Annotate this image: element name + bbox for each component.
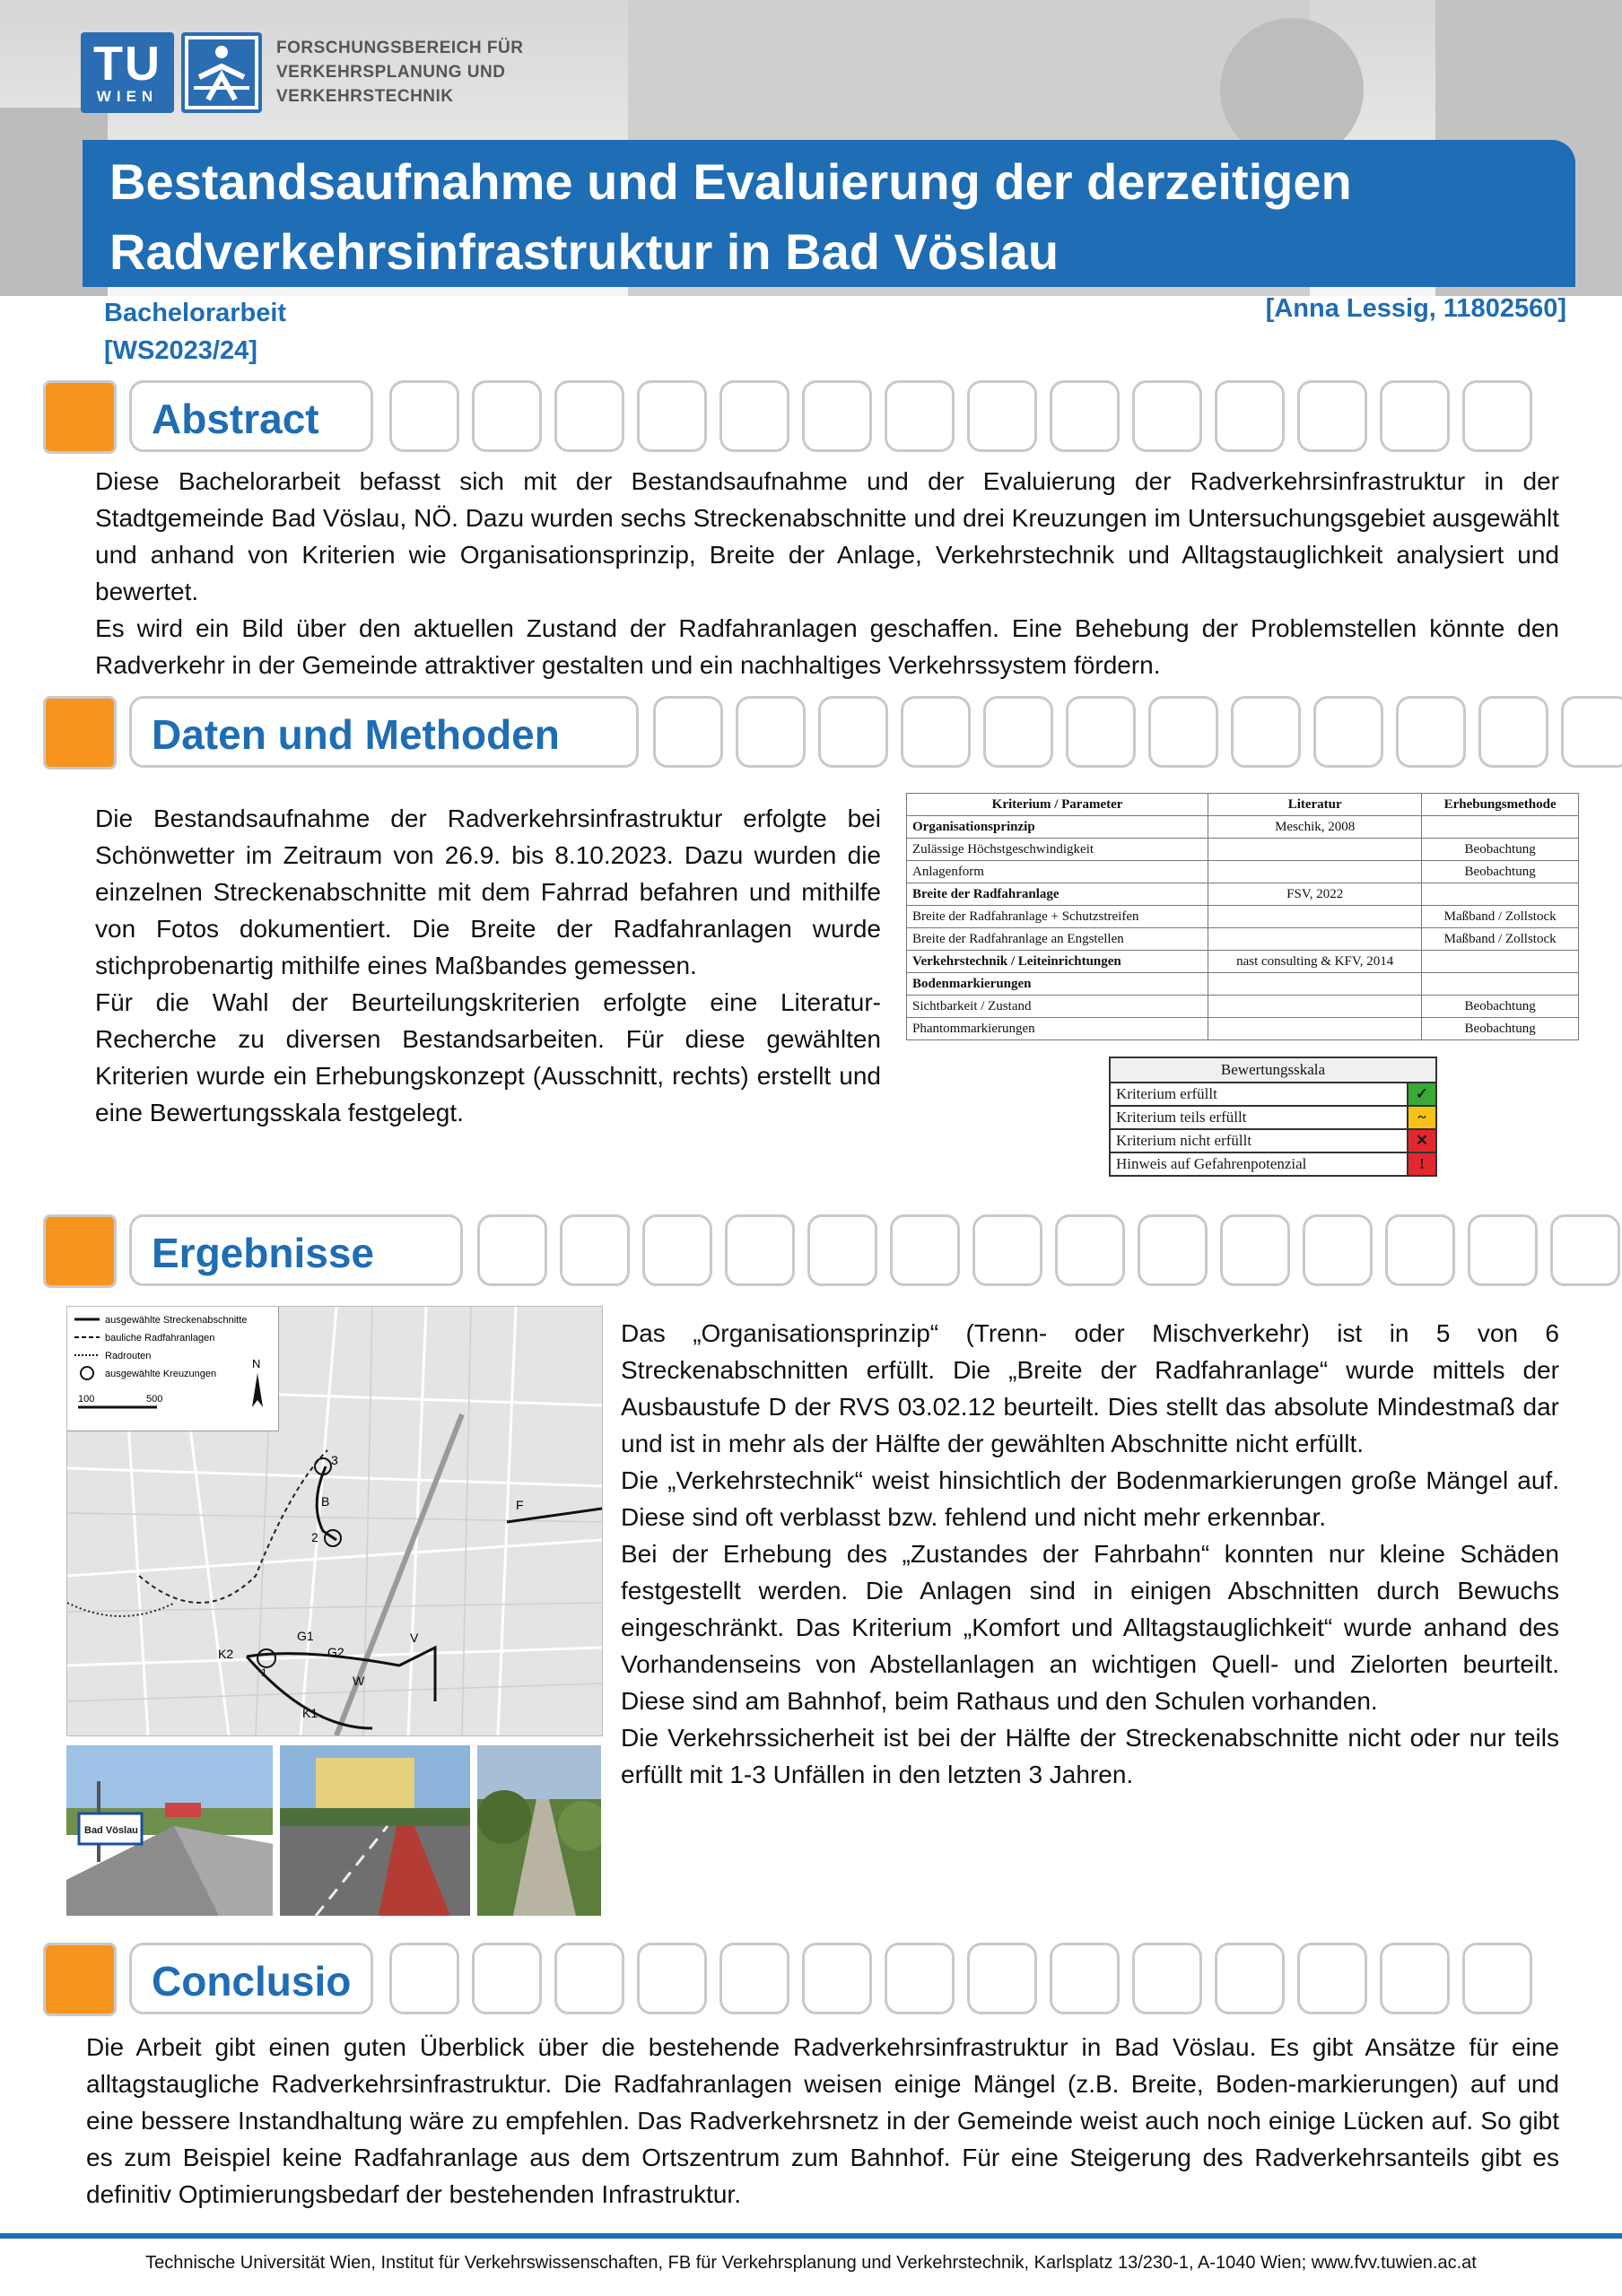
table-row bbox=[907, 839, 1579, 861]
table-cell: Breite der Radfahranlage + Schutzstreifen bbox=[907, 906, 1208, 928]
table-cell bbox=[1208, 839, 1422, 861]
scale-label: 100 bbox=[78, 1394, 95, 1405]
table-cell: Beobachtung bbox=[1422, 839, 1579, 861]
paragraph: Die Verkehrssicherheit ist bei der Hälfte der Streckenabschnitte nicht oder nur teils erfüllt mit 1-3 Unfällen in den letzten 3 Jahren. bbox=[621, 1724, 1559, 1788]
rating-symbol-icon: ! bbox=[1408, 1152, 1436, 1176]
methods-text bbox=[95, 800, 881, 1131]
title-line: Bestandsaufnahme und Evaluierung der derzeitigen bbox=[109, 153, 1352, 210]
research-unit-logo bbox=[181, 32, 262, 113]
rating-symbol-icon: ~ bbox=[1408, 1106, 1436, 1129]
map-label: W bbox=[353, 1674, 365, 1688]
table-cell: Verkehrstechnik / Leiteinrichtungen bbox=[907, 951, 1208, 973]
table-cell: Meschik, 2008 bbox=[1208, 816, 1422, 839]
abstract-text bbox=[95, 463, 1559, 683]
table-cell bbox=[1208, 1018, 1422, 1040]
rating-symbol-icon: ✓ bbox=[1408, 1083, 1436, 1106]
results-text bbox=[621, 1315, 1559, 1793]
table-cell bbox=[1208, 861, 1422, 883]
paragraph: Die Bestandsaufnahme der Radverkehrsinfrastruktur erfolgte bei Schönwetter im Zeitraum von 26.9. bis 8.10.2023. Dazu wurden die einzelnen Streckenabschnitte mit dem Fahrrad befahren und mithilfe von Fotos dokumentiert. Die Breite der Radfahranlagen wurde stichprobenartig mithilfe eines Maßbandes gemessen. bbox=[95, 804, 881, 979]
table-cell: nast consulting & KFV, 2014 bbox=[1208, 951, 1422, 973]
section-marker bbox=[43, 1943, 117, 2016]
semester: [WS2023/24] bbox=[104, 336, 257, 365]
map-legend bbox=[67, 1307, 279, 1431]
section-title-conclusion: Conclusio bbox=[129, 1943, 373, 2014]
photo-town-sign bbox=[66, 1745, 273, 1916]
table-cell bbox=[1422, 816, 1579, 839]
photo-overgrown-path bbox=[477, 1745, 601, 1916]
north-arrow-icon bbox=[252, 1373, 263, 1407]
title-line: Radverkehrsinfrastruktur in Bad Vöslau bbox=[109, 223, 1060, 280]
table-cell: Phantommarkierungen bbox=[907, 1018, 1208, 1040]
table-row bbox=[907, 1018, 1579, 1040]
map-label: K1 bbox=[302, 1706, 318, 1720]
legend-entry: Radrouten bbox=[105, 1351, 152, 1361]
section-decoration bbox=[389, 380, 1532, 452]
paragraph: Diese Bachelorarbeit befasst sich mit der Bestandsaufnahme und der Evaluierung der Radverkehrsinfrastruktur in der Stadtgemeinde Bad Vöslau, NÖ. Dazu wurden sechs Streckenabschnitte und drei Kreuzungen im Untersuchungsgebiet ausgewählt und anhand von Kriterien wie Organisationsprinzip, Breite der Anlage, Verkehrstechnik und Alltagstauglichkeit analysiert und bewertet. bbox=[95, 467, 1559, 605]
table-cell bbox=[1422, 951, 1579, 973]
rating-symbol-icon: ✕ bbox=[1408, 1129, 1436, 1152]
section-decoration bbox=[389, 1943, 1532, 2014]
scale-label: Kriterium erfüllt bbox=[1110, 1083, 1408, 1106]
scale-row bbox=[1110, 1083, 1436, 1106]
scale-row bbox=[1110, 1129, 1436, 1152]
section-title-methods: Daten und Methoden bbox=[129, 696, 639, 768]
scale-label: Hinweis auf Gefahrenpotenzial bbox=[1110, 1152, 1408, 1176]
section-decoration bbox=[477, 1214, 1622, 1286]
map-label: 2 bbox=[311, 1530, 318, 1544]
institute-line: VERKEHRSPLANUNG UND bbox=[276, 63, 506, 82]
institute-line: FORSCHUNGSBEREICH FÜR bbox=[276, 39, 524, 57]
table-row bbox=[907, 973, 1579, 996]
map-label: F bbox=[516, 1498, 524, 1512]
table-cell bbox=[1208, 973, 1422, 996]
institute-name bbox=[276, 36, 523, 109]
scale-row bbox=[1110, 1152, 1436, 1176]
photo-red-cycle-lane bbox=[280, 1745, 470, 1916]
table-cell: Anlagenform bbox=[907, 861, 1208, 883]
table-cell bbox=[1208, 928, 1422, 951]
table-row bbox=[907, 996, 1579, 1018]
paragraph: Das „Organisationsprinzip“ (Trenn- oder Mischverkehr) ist in 5 von 6 Streckenabschnitten erfüllt. Die „Breite der Radfahranlage“ wurde mittels der Ausbaustufe D der RVS 03.02.12 beurteilt. Dies stellt das absolute Mindestmaß dar und ist in mehr als der Hälfte der gewählten Abschnitte nicht erfüllt. bbox=[621, 1319, 1559, 1457]
scale-label: Kriterium teils erfüllt bbox=[1110, 1106, 1408, 1129]
section-title-abstract: Abstract bbox=[129, 380, 373, 452]
map-label: G2 bbox=[327, 1645, 344, 1659]
study-area-map bbox=[66, 1306, 603, 1736]
map-label: K2 bbox=[218, 1647, 234, 1661]
logo-tu-text: TU bbox=[93, 37, 161, 91]
logo-wien-text: WIEN bbox=[96, 88, 159, 105]
section-marker bbox=[43, 696, 117, 770]
scale-row bbox=[1110, 1106, 1436, 1129]
paragraph: Für die Wahl der Beurteilungskriterien erfolgte eine Literatur-Recherche zu diversen Bestandsarbeiten. Für diese gewählten Kriterien wurde ein Erhebungskonzept (Ausschnitt, rechts) erstellt und eine Bewertungsskala festgelegt. bbox=[95, 988, 881, 1126]
column-header: Erhebungsmethode bbox=[1422, 794, 1579, 816]
table-cell bbox=[1208, 906, 1422, 928]
scale-label: 500 bbox=[146, 1394, 163, 1405]
scale-label: Kriterium nicht erfüllt bbox=[1110, 1129, 1408, 1152]
legend-entry: ausgewählte Streckenabschnitte bbox=[105, 1315, 248, 1326]
table-cell: Beobachtung bbox=[1422, 1018, 1579, 1040]
table-cell: Beobachtung bbox=[1422, 996, 1579, 1018]
table-cell bbox=[1422, 973, 1579, 996]
north-arrow-label: N bbox=[252, 1357, 261, 1370]
footer-divider bbox=[0, 2233, 1622, 2239]
section-marker bbox=[43, 1214, 117, 1288]
footer-text: Technische Universität Wien, Institut für Verkehrswissenschaften, FB für Verkehrsplanung und Verkehrstechnik, Karlsplatz 13/230-1, A-1040 Wien; www.fvv.tuwien.ac.at bbox=[145, 2253, 1477, 2273]
rating-scale-table bbox=[1109, 1057, 1437, 1177]
table-cell: Bodenmarkierungen bbox=[907, 973, 1208, 996]
table-cell: Breite der Radfahranlage an Engstellen bbox=[907, 928, 1208, 951]
thesis-type: Bachelorarbeit bbox=[104, 299, 287, 327]
rating-scale-title: Bewertungsskala bbox=[1110, 1057, 1436, 1083]
table-row bbox=[907, 928, 1579, 951]
thesis-meta bbox=[104, 294, 286, 370]
table-cell bbox=[1208, 996, 1422, 1018]
town-sign-text: Bad Vöslau bbox=[84, 1825, 138, 1836]
table-cell bbox=[1422, 883, 1579, 906]
section-title-results: Ergebnisse bbox=[129, 1214, 463, 1286]
criteria-table bbox=[906, 793, 1579, 1040]
table-cell: Zulässige Höchstgeschwindigkeit bbox=[907, 839, 1208, 861]
table-cell: Maßband / Zollstock bbox=[1422, 906, 1579, 928]
paragraph: Es wird ein Bild über den aktuellen Zustand der Radfahranlagen geschaffen. Eine Behebung der Problemstellen könnte den Radverkehr in der Gemeinde attraktiver gestalten und ein nachhaltiges Verkehrssystem fördern. bbox=[95, 614, 1559, 679]
table-cell: Organisationsprinzip bbox=[907, 816, 1208, 839]
paragraph: Die „Verkehrstechnik“ weist hinsichtlich der Bodenmarkierungen große Mängel auf. Diese sind oft verblasst bzw. fehlend und nicht mehr erkennbar. bbox=[621, 1466, 1559, 1531]
table-cell: FSV, 2022 bbox=[1208, 883, 1422, 906]
column-header: Kriterium / Parameter bbox=[907, 794, 1208, 816]
page-title bbox=[109, 147, 1563, 287]
section-marker bbox=[43, 380, 117, 454]
section-decoration bbox=[653, 696, 1622, 768]
table-cell: Breite der Radfahranlage bbox=[907, 883, 1208, 906]
institute-line: VERKEHRSTECHNIK bbox=[276, 87, 454, 106]
table-cell: Maßband / Zollstock bbox=[1422, 928, 1579, 951]
map-label: B bbox=[321, 1494, 330, 1509]
map-label: 3 bbox=[331, 1453, 338, 1467]
paragraph: Die Arbeit gibt einen guten Überblick über die bestehende Radverkehrsinfrastruktur in Bad Vöslau. Es gibt Ansätze für eine alltagstaugliche Radverkehrsinfrastruktur. Die Radfahranlagen weisen einige Mängel (z.B. Breite, Boden-markierungen) auf und eine bessere Instandhaltung wäre zu empfehlen. Das Radverkehrsnetz in der Gemeinde weist auch noch einige Lücken auf. So gibt es zum Beispiel keine Radfahranlage aus dem Ortszentrum zum Bahnhof. Für eine Steigerung des Radverkehrsanteils gibt es definitiv Optimierungsbedarf der bestehenden Infrastruktur. bbox=[86, 2033, 1559, 2208]
map-label: G1 bbox=[297, 1629, 314, 1643]
table-header-row bbox=[907, 794, 1579, 816]
map-label: 1 bbox=[261, 1666, 267, 1679]
author: [Anna Lessig, 11802560] bbox=[1265, 294, 1566, 323]
table-row bbox=[907, 883, 1579, 906]
conclusion-text bbox=[86, 2029, 1559, 2213]
legend-entry: ausgewählte Kreuzungen bbox=[105, 1369, 217, 1379]
table-row bbox=[907, 816, 1579, 839]
legend-entry: bauliche Radfahranlagen bbox=[105, 1333, 215, 1344]
column-header: Literatur bbox=[1208, 794, 1422, 816]
table-row bbox=[907, 951, 1579, 973]
map-label: V bbox=[410, 1631, 419, 1645]
tu-wien-logo bbox=[81, 32, 174, 113]
table-cell: Sichtbarkeit / Zustand bbox=[907, 996, 1208, 1018]
paragraph: Bei der Erhebung des „Zustandes der Fahrbahn“ konnten nur kleine Schäden festgestellt werden. Die Anlagen sind in einigen Abschnitten durch Bewuchs eingeschränkt. Das Kriterium „Komfort und Alltagstauglichkeit“ wurde anhand des Vorhandenseins von Abstellanlagen an wichtigen Quell- und Zielorten beurteilt. Diese sind am Bahnhof, beim Rathaus und den Schulen vorhanden. bbox=[621, 1540, 1559, 1715]
table-row bbox=[907, 906, 1579, 928]
table-row bbox=[907, 861, 1579, 883]
table-cell: Beobachtung bbox=[1422, 861, 1579, 883]
